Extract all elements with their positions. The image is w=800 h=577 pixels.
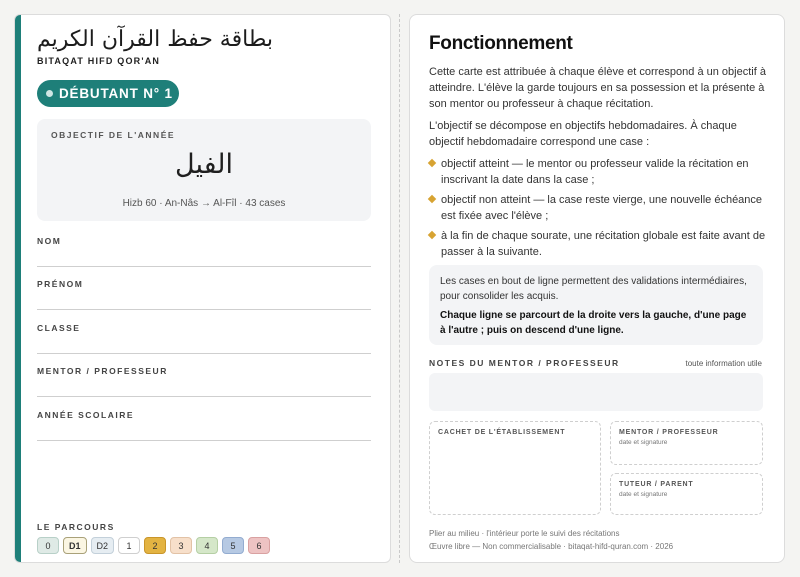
instructions-card: [409, 14, 785, 563]
mentor-signature-box[interactable]: [610, 421, 763, 465]
level-dot-icon: [46, 90, 53, 97]
field-annee-scolaire[interactable]: [37, 410, 371, 441]
accent-bar: [15, 15, 21, 562]
info-note-text: Les cases en bout de ligne permettent des validations intermédiaires, pour consolider les acquis.: [440, 276, 747, 302]
parcours-step-5: 5: [222, 537, 244, 554]
parcours-label: LE PARCOURS: [37, 522, 115, 532]
parcours-step-0: 0: [37, 537, 59, 554]
field-label: NOM: [37, 236, 62, 246]
parcours-step-3: 3: [170, 537, 192, 554]
field-label: ANNÉE SCOLAIRE: [37, 410, 135, 420]
list-item-text: objectif non atteint — la case reste vierge, une nouvelle échéance est fixée avec l'élève ;: [441, 194, 763, 222]
list-item-text: à la fin de chaque sourate, une récitation globale est faite avant de passer à la suivante.: [441, 230, 766, 258]
stamp-label: CACHET DE L'ÉTABLISSEMENT: [438, 429, 566, 436]
card-subtitle: BITAQAT HIFD QOR'AN: [37, 56, 161, 66]
objective-surah: الفيل: [175, 149, 233, 180]
objective-detail: Hizb 60 · An-Nâs → Al-Fîl · 43 cases: [122, 198, 286, 209]
mentor-signature-label: MENTOR / PROFESSEUR: [619, 429, 719, 436]
field-classe[interactable]: [37, 323, 371, 354]
field-prenom[interactable]: [37, 279, 371, 310]
field-label: PRÉNOM: [37, 279, 84, 289]
mentor-notes-area[interactable]: [429, 373, 763, 411]
arabic-title: بطاقة حفظ القرآن الكريم: [37, 27, 273, 52]
notes-hint: toute information utile: [685, 359, 762, 368]
list-item-text: objectif atteint — le mentor ou professeur valide la récitation en inscrivant la date dans la case ;: [441, 158, 749, 186]
list-item: [429, 228, 767, 260]
parcours-steps: [37, 537, 270, 554]
parcours-step-d2: D2: [91, 537, 115, 554]
instructions-title: Fonctionnement: [429, 33, 573, 54]
field-input-line[interactable]: [37, 266, 371, 267]
level-badge-label: DÉBUTANT N° 1: [59, 86, 173, 101]
objective-panel: [37, 119, 371, 221]
field-label: CLASSE: [37, 323, 81, 333]
parcours-step-1: 1: [118, 537, 140, 554]
tutor-signature-label: TUTEUR / PARENT: [619, 481, 694, 488]
diamond-bullet-icon: [428, 195, 436, 203]
stamp-box[interactable]: [429, 421, 601, 515]
tutor-signature-sub: date et signature: [619, 491, 668, 498]
footer-license: Œuvre libre — Non commercialisable · bitaqat-hifd-quran.com · 2026: [429, 542, 674, 551]
field-input-line[interactable]: [37, 440, 371, 441]
rules-list: [429, 156, 767, 264]
field-nom[interactable]: [37, 236, 371, 267]
parcours-step-d1: D1: [63, 537, 87, 554]
diamond-bullet-icon: [428, 231, 436, 239]
list-item: [429, 156, 767, 188]
field-input-line[interactable]: [37, 309, 371, 310]
diamond-bullet-icon: [428, 159, 436, 167]
weekly-paragraph: L'objectif se décompose en objectifs hebdomadaires. À chaque objectif hebdomadaire correspond une case :: [429, 120, 737, 148]
mentor-signature-sub: date et signature: [619, 439, 668, 446]
info-note-bold: Chaque ligne se parcourt de la droite vers la gauche, d'une page à l'autre ; puis on descend d'une ligne.: [440, 310, 747, 336]
field-input-line[interactable]: [37, 353, 371, 354]
level-badge: [37, 80, 179, 107]
parcours-step-2: 2: [144, 537, 166, 554]
field-label: MENTOR / PROFESSEUR: [37, 366, 168, 376]
info-note: [429, 265, 763, 345]
fold-line: [399, 14, 400, 563]
field-input-line[interactable]: [37, 396, 371, 397]
notes-label: NOTES DU MENTOR / PROFESSEUR: [429, 358, 620, 368]
tutor-signature-box[interactable]: [610, 473, 763, 515]
student-card-front: [14, 14, 391, 563]
list-item: [429, 192, 767, 224]
field-mentor[interactable]: [37, 366, 371, 397]
parcours-step-6: 6: [248, 537, 270, 554]
parcours-step-4: 4: [196, 537, 218, 554]
objective-label: OBJECTIF DE L'ANNÉE: [51, 130, 176, 140]
intro-paragraph: Cette carte est attribuée à chaque élève et correspond à un objectif à atteindre. L'élève la garde toujours en sa possession et la présente à son mentor ou professeur à chaque récitation.: [429, 66, 766, 110]
footer-fold-note: Plier au milieu · l'intérieur porte le suivi des récitations: [429, 529, 620, 538]
